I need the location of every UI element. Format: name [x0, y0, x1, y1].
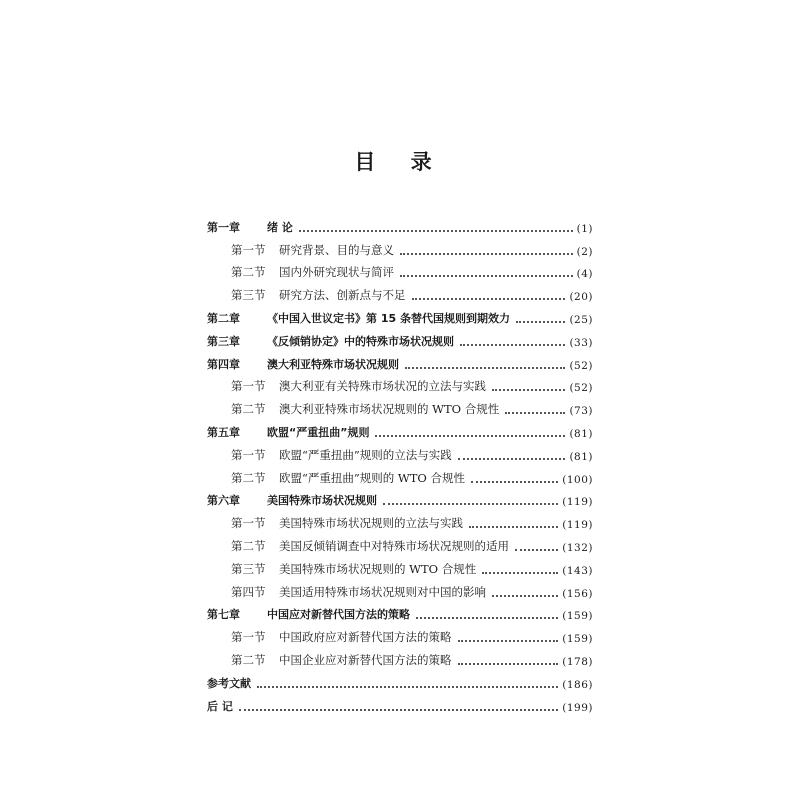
toc-entry-title: 澳大利亚特殊市场状况规则	[267, 357, 399, 371]
toc-entry-title: 《中国入世议定书》第 15 条替代国规则到期效力	[267, 311, 510, 325]
toc-entry-page: (159)	[562, 633, 593, 646]
toc-entry-page: (25)	[569, 313, 593, 326]
dot-leader	[400, 253, 573, 255]
toc-entry-number: 第一节	[231, 630, 266, 645]
toc-entry-page: (178)	[562, 655, 593, 668]
toc-entry-page: (73)	[569, 405, 593, 418]
dot-leader	[516, 321, 565, 323]
toc-entry	[207, 303, 593, 326]
toc-entry-page: (20)	[569, 291, 593, 304]
dot-leader	[383, 503, 558, 505]
dot-leader	[505, 412, 565, 414]
toc-entry-title: 中国企业应对新替代国方法的策略	[279, 652, 452, 667]
toc-entry-number: 第一章	[207, 220, 240, 234]
toc-entry	[207, 258, 593, 281]
toc-entry	[207, 600, 593, 623]
toc-entry	[207, 394, 593, 417]
toc-entry	[207, 463, 593, 486]
toc-entry	[207, 691, 593, 714]
dot-leader	[458, 663, 559, 665]
toc-entry-page: (1)	[576, 222, 593, 235]
dot-leader	[469, 526, 558, 528]
toc-entry-title: 欧盟“严重扭曲”规则的 WTO 合规性	[279, 470, 465, 485]
toc-entry-page: (4)	[576, 268, 593, 281]
toc-entry-page: (81)	[569, 450, 593, 463]
dot-leader	[239, 709, 558, 711]
toc-entry	[207, 372, 593, 395]
toc-entry-page: (199)	[562, 701, 593, 714]
toc-entry-number: 第三章	[207, 334, 240, 348]
dot-leader	[257, 686, 558, 688]
toc-entry-page: (100)	[562, 473, 593, 486]
dot-leader	[482, 572, 558, 574]
dot-leader	[458, 640, 559, 642]
toc-entry-number: 第二节	[231, 265, 266, 280]
dot-leader	[405, 367, 565, 369]
dot-leader	[460, 344, 565, 346]
dot-leader	[492, 389, 565, 391]
toc-entry	[207, 508, 593, 531]
dot-leader	[400, 275, 573, 277]
toc-entry	[207, 531, 593, 554]
toc-entry-title: 后 记	[207, 699, 233, 713]
toc-entry-page: (52)	[569, 382, 593, 395]
toc-entry-page: (52)	[569, 359, 593, 372]
dot-leader	[458, 458, 566, 460]
toc-entry-title: 美国特殊市场状况规则	[267, 494, 377, 508]
toc-entry	[207, 349, 593, 372]
toc-entry-title: 欧盟“严重扭曲”规则的立法与实践	[279, 447, 452, 462]
toc-entry-title: 中国政府应对新替代国方法的策略	[279, 630, 452, 645]
toc-entry-page: (143)	[562, 564, 593, 577]
toc-entry	[207, 280, 593, 303]
toc-entry	[207, 235, 593, 258]
toc-entry-page: (81)	[569, 427, 593, 440]
toc-entry-title: 美国特殊市场状况规则的立法与实践	[279, 516, 463, 531]
toc-entry-number: 第四节	[231, 584, 266, 599]
toc-entry	[207, 212, 593, 235]
toc-entry-number: 第二节	[231, 402, 266, 417]
toc-entry-page: (132)	[562, 541, 593, 554]
toc-entry-number: 第三节	[231, 288, 266, 303]
toc-entry	[207, 577, 593, 600]
toc-entry	[207, 486, 593, 509]
toc-entry-title: 研究背景、目的与意义	[279, 242, 394, 257]
toc-entry-number: 第四章	[207, 357, 240, 371]
toc-entry-title: 绪 论	[267, 220, 293, 234]
dot-leader	[416, 617, 558, 619]
toc-entry-page: (2)	[576, 245, 593, 258]
toc-entry-title: 中国应对新替代国方法的策略	[267, 608, 410, 622]
toc-entry-title: 美国反倾销调查中对特殊市场状况规则的适用	[279, 538, 509, 553]
toc-entry	[207, 417, 593, 440]
toc-entry-number: 第三节	[231, 561, 266, 576]
table-of-contents	[207, 212, 593, 714]
toc-entry-page: (186)	[562, 678, 593, 691]
dot-leader	[471, 481, 558, 483]
toc-entry-title: 澳大利亚有关特殊市场状况的立法与实践	[279, 379, 486, 394]
dot-leader	[492, 595, 558, 597]
toc-entry	[207, 326, 593, 349]
toc-entry-page: (156)	[562, 587, 593, 600]
toc-entry-number: 第二章	[207, 311, 240, 325]
toc-entry-number: 第二节	[231, 538, 266, 553]
page-title: 目 录	[354, 150, 446, 174]
toc-entry-title: 美国适用特殊市场状况规则对中国的影响	[279, 584, 486, 599]
toc-entry-title: 美国特殊市场状况规则的 WTO 合规性	[279, 561, 477, 576]
toc-entry-title: 《反倾销协定》中的特殊市场状况规则	[267, 334, 454, 348]
toc-entry-page: (119)	[562, 496, 593, 509]
toc-entry-page: (33)	[569, 336, 593, 349]
toc-entry	[207, 554, 593, 577]
toc-entry-number: 第一节	[231, 447, 266, 462]
toc-entry-title: 国内外研究现状与简评	[279, 265, 394, 280]
toc-entry-title: 欧盟“严重扭曲”规则	[267, 425, 370, 439]
toc-entry-title: 参考文献	[207, 676, 251, 690]
dot-leader	[515, 549, 558, 551]
dot-leader	[299, 230, 573, 232]
toc-entry	[207, 440, 593, 463]
toc-entry-number: 第一节	[231, 516, 266, 531]
toc-entry-number: 第二节	[231, 652, 266, 667]
toc-entry-page: (119)	[562, 519, 593, 532]
toc-entry-number: 第二节	[231, 470, 266, 485]
toc-entry-page: (159)	[562, 610, 593, 623]
toc-entry-number: 第一节	[231, 379, 266, 394]
toc-entry	[207, 668, 593, 691]
toc-entry-title: 研究方法、创新点与不足	[279, 288, 406, 303]
toc-entry	[207, 645, 593, 668]
dot-leader	[375, 435, 565, 437]
toc-entry-number: 第七章	[207, 608, 240, 622]
toc-entry-number: 第六章	[207, 494, 240, 508]
toc-entry-number: 第五章	[207, 425, 240, 439]
dot-leader	[412, 298, 566, 300]
toc-entry	[207, 622, 593, 645]
toc-entry-number: 第一节	[231, 242, 266, 257]
toc-entry-title: 澳大利亚特殊市场状况规则的 WTO 合规性	[279, 402, 500, 417]
